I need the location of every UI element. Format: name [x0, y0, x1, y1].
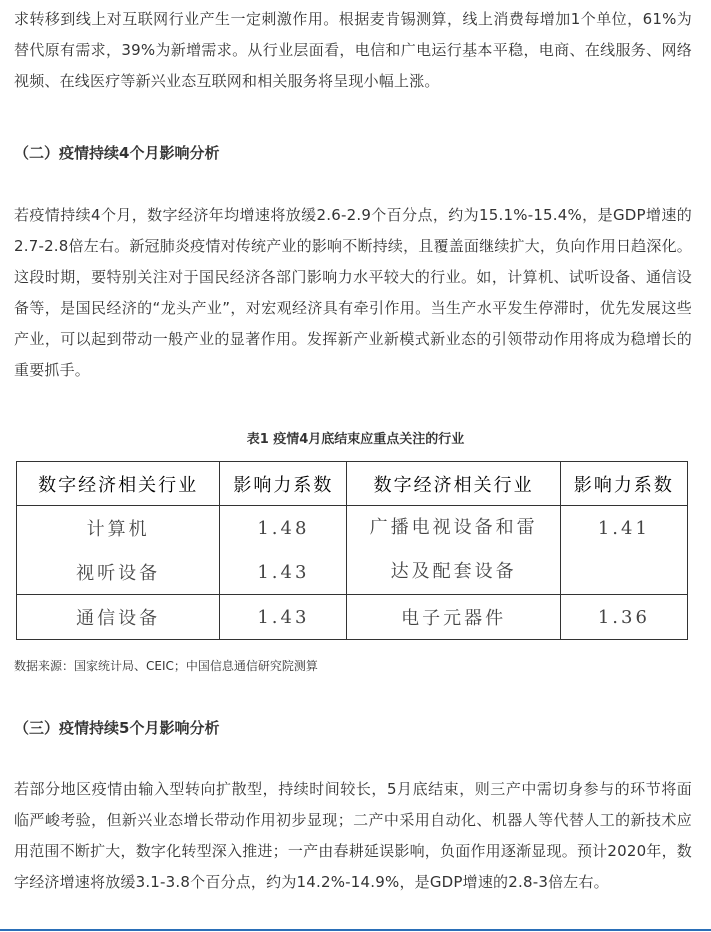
- header-industry-right: 数字经济相关行业: [347, 462, 560, 506]
- header-coefficient-right: 影响力系数: [560, 462, 687, 506]
- table-row: [17, 506, 688, 551]
- paragraph-online-impact: 求转移到线上对互联网行业产生一定刺激作用。根据麦肯锡测算，线上消费每增加1个单位，61%为替代原有需求，39%为新增需求。从行业层面看，电信和广电运行基本平稳，电商、在线服务、网络视频、在线医疗等新兴业态互联网和相关服务将呈现小幅上涨。: [14, 10, 692, 90]
- header-coefficient-left: 影响力系数: [220, 462, 347, 506]
- cell-coefficient-computer: 1.48: [220, 506, 347, 551]
- cell-coefficient-communication: 1.43: [220, 595, 347, 640]
- table-source-note: 数据来源：国家统计局、CEIC；中国信息通信研究院测算: [14, 659, 318, 673]
- cell-coefficient-broadcast-radar: 1.41: [560, 506, 687, 595]
- bottom-rule: [0, 929, 711, 931]
- table-row: [17, 595, 688, 640]
- cell-industry-broadcast-line2: 达及配套设备: [390, 561, 517, 582]
- table-header-row: [17, 462, 688, 506]
- cell-industry-electronic-components: 电子元器件: [347, 595, 560, 640]
- paragraph-four-months: 若疫情持续4个月，数字经济年均增速将放缓2.6-2.9个百分点，约为15.1%-15.4%，是GDP增速的2.7-2.8倍左右。新冠肺炎疫情对传统产业的影响不断持续，且覆盖面继续扩大，负向作用日趋深化。这段时期，要特别关注对于国民经济各部门影响力水平较大的行业。如，计算机、试听设备、通信设备等，是国民经济的“龙头产业”，对宏观经济具有牵引作用。当生产水平发生停滞时，优先发展这些产业，可以起到带动一般产业的显著作用。发挥新产业新模式新业态的引领带动作用将成为稳增长的重要抓手。: [14, 206, 692, 379]
- table-title: 表1 疫情4月底结束应重点关注的行业: [246, 432, 465, 447]
- cell-industry-broadcast-line1: 广播电视设备和雷: [369, 517, 538, 538]
- paragraph-five-months: 若部分地区疫情由输入型转向扩散型，持续时间较长，5月底结束，则三产中需切身参与的环节将面临严峻考验，但新兴业态增长带动作用初步显现；二产中采用自动化、机器人等代替人工的新技术应用范围不断扩大，数字化转型深入推进；一产由春耕延误影响，负面作用逐渐显现。预计2020年，数字经济增速将放缓3.1-3.8个百分点，约为14.2%-14.9%，是GDP增速的2.8-3倍左右。: [14, 780, 692, 891]
- cell-industry-broadcast-radar: [347, 506, 560, 595]
- cell-industry-computer: 计算机: [17, 506, 220, 551]
- cell-industry-audiovisual: 视听设备: [17, 550, 220, 595]
- section-heading-four-months: （二）疫情持续4个月影响分析: [14, 144, 220, 162]
- cell-coefficient-audiovisual: 1.43: [220, 550, 347, 595]
- impact-coefficient-table: [16, 461, 688, 640]
- header-industry-left: 数字经济相关行业: [17, 462, 220, 506]
- cell-coefficient-electronic-components: 1.36: [560, 595, 687, 640]
- section-heading-five-months: （三）疫情持续5个月影响分析: [14, 719, 220, 737]
- cell-industry-communication: 通信设备: [17, 595, 220, 640]
